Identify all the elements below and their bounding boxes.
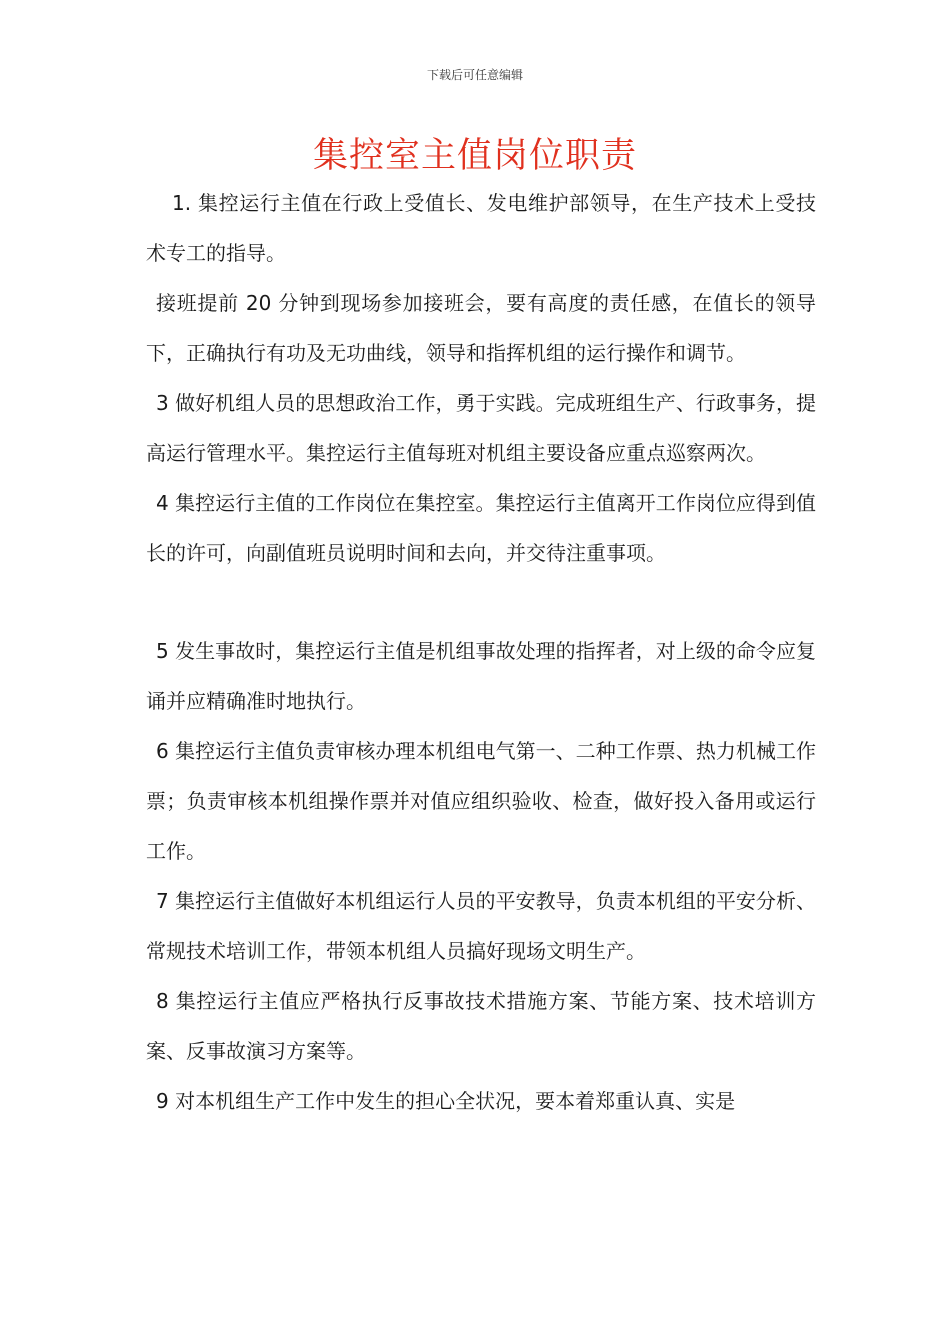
paragraph-4: 4 集控运行主值的工作岗位在集控室。集控运行主值离开工作岗位应得到值长的许可，向副值班员说明时间和去向，并交待注重事项。 (146, 491, 816, 565)
paragraph-gap (146, 578, 816, 626)
paragraph-2: 接班提前 20 分钟到现场参加接班会，要有高度的责任感，在值长的领导下，正确执行有功及无功曲线，领导和指挥机组的运行操作和调节。 (146, 291, 816, 365)
paragraph-9: 9 对本机组生产工作中发生的担心全状况，要本着郑重认真、实是 (156, 1089, 736, 1113)
paragraph-6: 6 集控运行主值负责审核办理本机组电气第一、二种工作票、热力机械工作票；负责审核本机组操作票并对值应组织验收、检查，做好投入备用或运行工作。 (146, 739, 816, 863)
paragraph-3: 3 做好机组人员的思想政治工作，勇于实践。完成班组生产、行政事务，提高运行管理水平。集控运行主值每班对机组主要设备应重点巡察两次。 (146, 391, 816, 465)
paragraph-1: 1. 集控运行主值在行政上受值长、发电维护部领导，在生产技术上受技术专工的指导。 (146, 191, 816, 265)
page-title: 集控室主值岗位职责 (312, 136, 637, 176)
header-note: 下载后可任意编辑 (426, 68, 523, 82)
document-body (146, 178, 816, 1126)
paragraph-8: 8 集控运行主值应严格执行反事故技术措施方案、节能方案、技术培训方案、反事故演习方案等。 (146, 989, 816, 1063)
paragraph-5: 5 发生事故时，集控运行主值是机组事故处理的指挥者，对上级的命令应复诵并应精确准时地执行。 (146, 639, 816, 713)
paragraph-7: 7 集控运行主值做好本机组运行人员的平安教导，负责本机组的平安分析、常规技术培训工作，带领本机组人员搞好现场文明生产。 (146, 889, 816, 963)
